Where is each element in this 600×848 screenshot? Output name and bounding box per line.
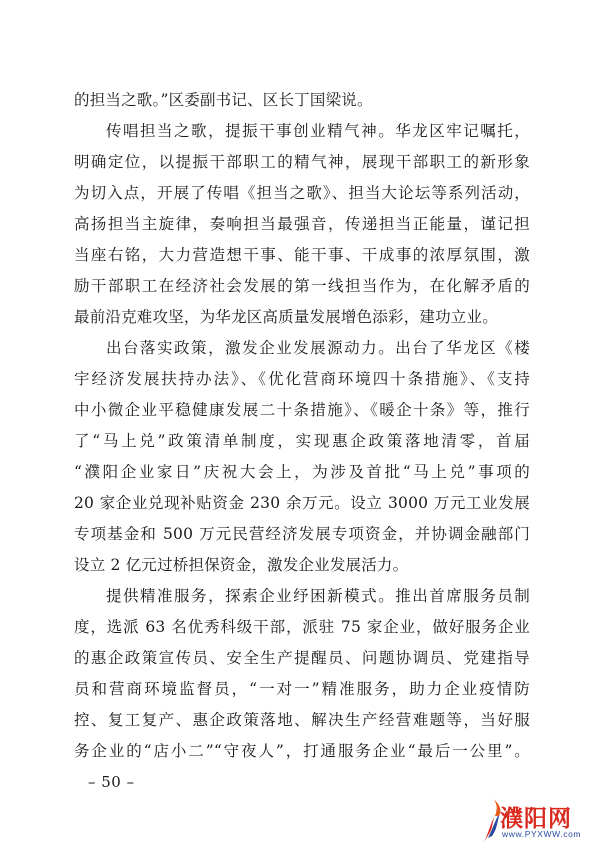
text-line: 当座右铭，大力营造想干事、能干事、干成事的浓厚氛围，激: [74, 246, 530, 264]
text-line: 务企业的“店小二”“守夜人”，打通服务企业“最后一公里”。: [74, 742, 530, 760]
text-line: 中小微企业平稳健康发展二十条措施》、《暖企十条》等，推行: [74, 401, 530, 419]
text-line: 控、复工复产、惠企政策落地、解决生产经营难题等，当好服: [74, 711, 530, 729]
watermark-site-name: 濮阳网: [500, 806, 572, 832]
paragraph-start-line: 传唱担当之歌，提振干事创业精气神。华龙区牢记嘱托，: [106, 122, 530, 140]
text-line: 员和营商环境监督员，“一对一”精准服务，助力企业疫情防: [74, 680, 530, 698]
text-line: 的惠企政策宣传员、安全生产提醒员、问题协调员、党建指导: [74, 649, 530, 667]
text-line: 高扬担当主旋律，奏响担当最强音，传递担当正能量，谨记担: [74, 215, 530, 233]
text-line: 设立 2 亿元过桥担保资金，激发企业发展活力。: [74, 556, 409, 574]
paragraph-start-line: 提供精准服务，探索企业纾困新模式。推出首席服务员制: [106, 587, 530, 605]
page-number: – 50 –: [88, 773, 135, 791]
text-line: 宇经济发展扶持办法》、《优化营商环境四十条措施》、《支持: [74, 370, 530, 388]
text-line: 20 家企业兑现补贴资金 230 余万元。设立 3000 万元工业发展: [74, 494, 530, 512]
text-line: 度，选派 63 名优秀科级干部，派驻 75 家企业，做好服务企业: [74, 618, 530, 636]
text-line: 的担当之歌。”区委副书记、区长丁国梁说。: [74, 91, 373, 109]
text-line: 为切入点，开展了传唱《担当之歌》、担当大论坛等系列活动，: [74, 184, 530, 202]
site-watermark: [480, 798, 596, 844]
text-line: 最前沿克难攻坚，为华龙区高质量发展增色添彩，建功立业。: [74, 308, 498, 326]
text-line: “濮阳企业家日”庆祝大会上，为涉及首批“马上兑”事项的: [74, 463, 530, 481]
text-line: 专项基金和 500 万元民营经济发展专项资金，并协调金融部门: [74, 525, 530, 543]
text-line: 了“马上兑”政策清单制度，实现惠企政策落地清零，首届: [74, 432, 530, 450]
paragraph-start-line: 出台落实政策，激发企业发展源动力。出台了华龙区《楼: [106, 339, 530, 357]
body-text: [74, 85, 530, 767]
text-line: 明确定位，以提振干部职工的精气神，展现干部职工的新形象: [74, 153, 530, 171]
watermark-url: www.PYXWW.com: [502, 829, 582, 839]
text-line: 励干部职工在经济社会发展的第一线担当作为，在化解矛盾的: [74, 277, 530, 295]
